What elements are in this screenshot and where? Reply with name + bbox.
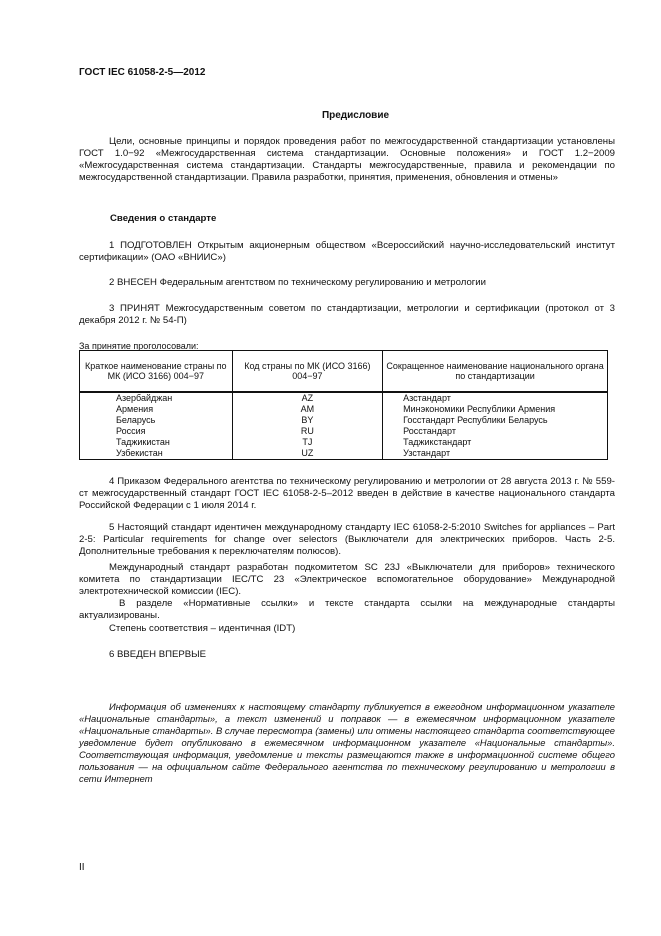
table-caption: За принятие проголосовали: xyxy=(79,341,199,351)
standards-body: Госстандарт Республики Беларусь xyxy=(383,415,608,426)
table-row xyxy=(80,404,608,415)
column-header-code: Код страны по МК (ИСО 3166) 004−97 xyxy=(232,351,383,393)
standards-body: Азстандарт xyxy=(383,392,608,404)
table-row xyxy=(80,415,608,426)
document-header: ГОСТ IEC 61058-2-5—2012 xyxy=(79,67,206,78)
country-code: UZ xyxy=(232,448,383,460)
standards-body: Минэкономики Республики Армения xyxy=(383,404,608,415)
country-name: Россия xyxy=(80,426,233,437)
item-5-identical: 5 Настоящий стандарт идентичен международному стандарту IEC 61058-2-5:2010 Switches for appliances – Part 2-5: Particular requirements for change over selectors (Выключатели для электрических приборов. Часть 2-5. Дополнительные требования к переключателям полюсов). xyxy=(79,522,615,557)
standards-body: Узстандарт xyxy=(383,448,608,460)
standards-body: Таджикстандарт xyxy=(383,437,608,448)
table-row xyxy=(80,448,608,460)
preface-title: Предисловие xyxy=(321,110,390,121)
item-1-prepared: 1 ПОДГОТОВЛЕН Открытым акционерным обществом «Всероссийский научно-исследовательский институт сертификации» (ОАО «ВНИИС») xyxy=(79,240,615,263)
item-5-conformity: Степень соответствия – идентичная (IDT) xyxy=(109,623,296,634)
country-code: BY xyxy=(232,415,383,426)
country-name: Таджикистан xyxy=(80,437,233,448)
item-2-introduced: 2 ВНЕСЕН Федеральным агентством по техническому регулированию и метрологии xyxy=(109,277,487,288)
item-4-order: 4 Приказом Федерального агентства по техническому регулированию и метрологии от 28 августа 2013 г. № 559-ст межгосударственный стандарт ГОСТ IEC 61058-2-5–2012 введен в действие в качестве национального стандарта Российской Федерации с 1 июля 2014 г. xyxy=(79,476,615,511)
country-code: RU xyxy=(232,426,383,437)
item-5-references: В разделе «Нормативные ссылки» и тексте стандарта ссылки на международные стандарты актуализированы. xyxy=(79,598,615,621)
country-name: Узбекистан xyxy=(80,448,233,460)
table-row xyxy=(80,437,608,448)
table-header-row xyxy=(80,351,608,393)
standard-info-heading: Сведения о стандарте xyxy=(110,213,217,224)
country-name: Беларусь xyxy=(80,415,233,426)
item-5-developer: Международный стандарт разработан подкомитетом SC 23J «Выключатели для приборов» технического комитета по стандартизации IEC/TC 23 «Электрическое вспомогательное оборудование» Международной электротехнической комиссии (IEC). xyxy=(79,562,615,597)
item-6-first-introduced: 6 ВВЕДЕН ВПЕРВЫЕ xyxy=(109,649,207,660)
country-name: Азербайджан xyxy=(80,392,233,404)
voting-countries-table xyxy=(79,350,608,460)
country-code: AM xyxy=(232,404,383,415)
column-header-body: Сокращенное наименование национального органа по стандартизации xyxy=(383,351,608,393)
country-code: AZ xyxy=(232,392,383,404)
country-code: TJ xyxy=(232,437,383,448)
page-number: II xyxy=(79,862,85,873)
country-name: Армения xyxy=(80,404,233,415)
notice-paragraph: Информация об изменениях к настоящему стандарту публикуется в ежегодном информационном указателе «Национальные стандарты», а текст изменений и поправок — в ежемесячном информационном указателе «Национальные стандарты». В случае пересмотра (замены) или отмены настоящего стандарта соответствующее уведомление будет опубликовано в ежемесячном информационном указателе «Национальные стандарты». Соответствующая информация, уведомление и тексты размещаются также в информационной системе общего пользования — на официальном сайте Федерального агентства по техническому регулированию и метрологии в сети Интернет xyxy=(79,701,615,784)
preface-intro: Цели, основные принципы и порядок проведения работ по межгосударственной стандартизации установлены ГОСТ 1.0−92 «Межгосударственная система стандартизации. Основные положения» и ГОСТ 1.2−2009 «Межгосударственная система стандартизации. Стандарты межгосударственные, правила и рекомендации по межгосударственной стандартизации. Правила разработки, принятия, применения, обновления и отмены» xyxy=(79,136,615,183)
table-row xyxy=(80,426,608,437)
standards-body: Росстандарт xyxy=(383,426,608,437)
item-3-adopted: 3 ПРИНЯТ Межгосударственным советом по стандартизации, метрологии и сертификации (протокол от 3 декабря 2012 г. № 54-П) xyxy=(79,303,615,326)
column-header-country: Краткое наименование страны по МК (ИСО 3166) 004−97 xyxy=(80,351,233,393)
table-row xyxy=(80,392,608,404)
